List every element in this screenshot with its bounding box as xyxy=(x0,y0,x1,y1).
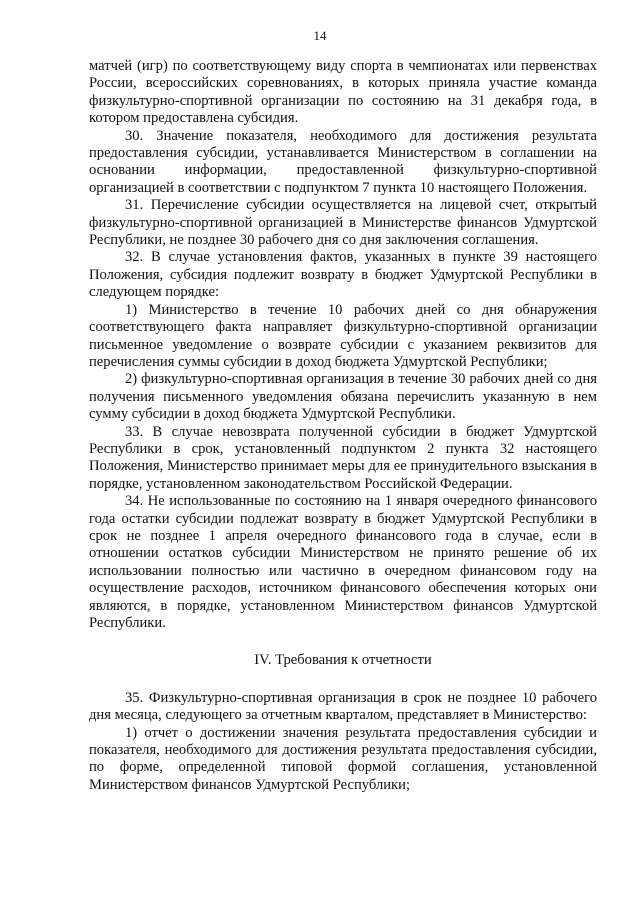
paragraph-35-item-1: 1) отчет о достижении значения результата предоставления субсидии и показателя, необходимого для достижения результата предоставления субсидии, по форме, определенной типовой формой соглашения, установленной Министерством финансов Удмуртской Республики; xyxy=(89,724,597,793)
paragraph-34: 34. Не использованные по состоянию на 1 января очередного финансового года остатки субсидии подлежат возврату в бюджет Удмуртской Республики в срок не позднее 1 апреля очередного финансового года в случае, если в отношении остатков субсидии Министерством не принято решение об их использовании полностью или частично в очередном финансовом году на осуществление расходов, источником финансового обеспечения которых они являются, в порядке, установленном Министерством финансов Удмуртской Республики. xyxy=(89,493,597,631)
page-number: 14 xyxy=(313,28,327,43)
paragraph-32: 32. В случае установления фактов, указанных в пункте 39 настоящего Положения, субсидия подлежит возврату в бюджет Удмуртской Республики в следующем порядке: xyxy=(89,249,597,301)
paragraph-32-item-1: 1) Министерство в течение 10 рабочих дней со дня обнаружения соответствующего факта направляет физкультурно-спортивной организации письменное уведомление о возврате субсидии с указанием реквизитов для перечисления суммы субсидии в доход бюджета Удмуртской Республики; xyxy=(89,301,597,370)
section-heading-iv: IV. Требования к отчетности xyxy=(254,652,432,669)
paragraph-30: 30. Значение показателя, необходимого для достижения результата предоставления субсидии, устанавливается Министерством в соглашении на основании информации, предоставленной физкультурно-спортивной организацией в соответствии с подпунктом 7 пункта 10 настоящего Положения. xyxy=(89,127,597,196)
paragraph-31: 31. Перечисление субсидии осуществляется на лицевой счет, открытый физкультурно-спортивной организацией в Министерстве финансов Удмуртской Республики, не позднее 30 рабочего дня со дня заключения соглашения. xyxy=(89,197,597,249)
paragraph-33: 33. В случае невозврата полученной субсидии в бюджет Удмуртской Республики в срок, установленный подпунктом 2 пункта 32 настоящего Положения, Министерство принимает меры для ее принудительного взыскания в порядке, установленном законодательством Российской Федерации. xyxy=(89,423,597,492)
paragraph-continuation: матчей (игр) по соответствующему виду спорта в чемпионатах или первенствах России, всероссийских соревнованиях, в которых приняла участие команда физкультурно-спортивной организации по состоянию на 31 декабря года, в котором предоставлена субсидия. xyxy=(89,58,597,127)
paragraph-35: 35. Физкультурно-спортивная организация в срок не позднее 10 рабочего дня месяца, следующего за отчетным кварталом, представляет в Министерство: xyxy=(89,689,597,724)
document-body xyxy=(89,58,597,794)
paragraph-32-item-2: 2) физкультурно-спортивная организация в течение 30 рабочих дней со дня получения письменного уведомления обязана перечислить указанную в нем сумму субсидии в доход бюджета Удмуртской Республики. xyxy=(89,371,597,423)
